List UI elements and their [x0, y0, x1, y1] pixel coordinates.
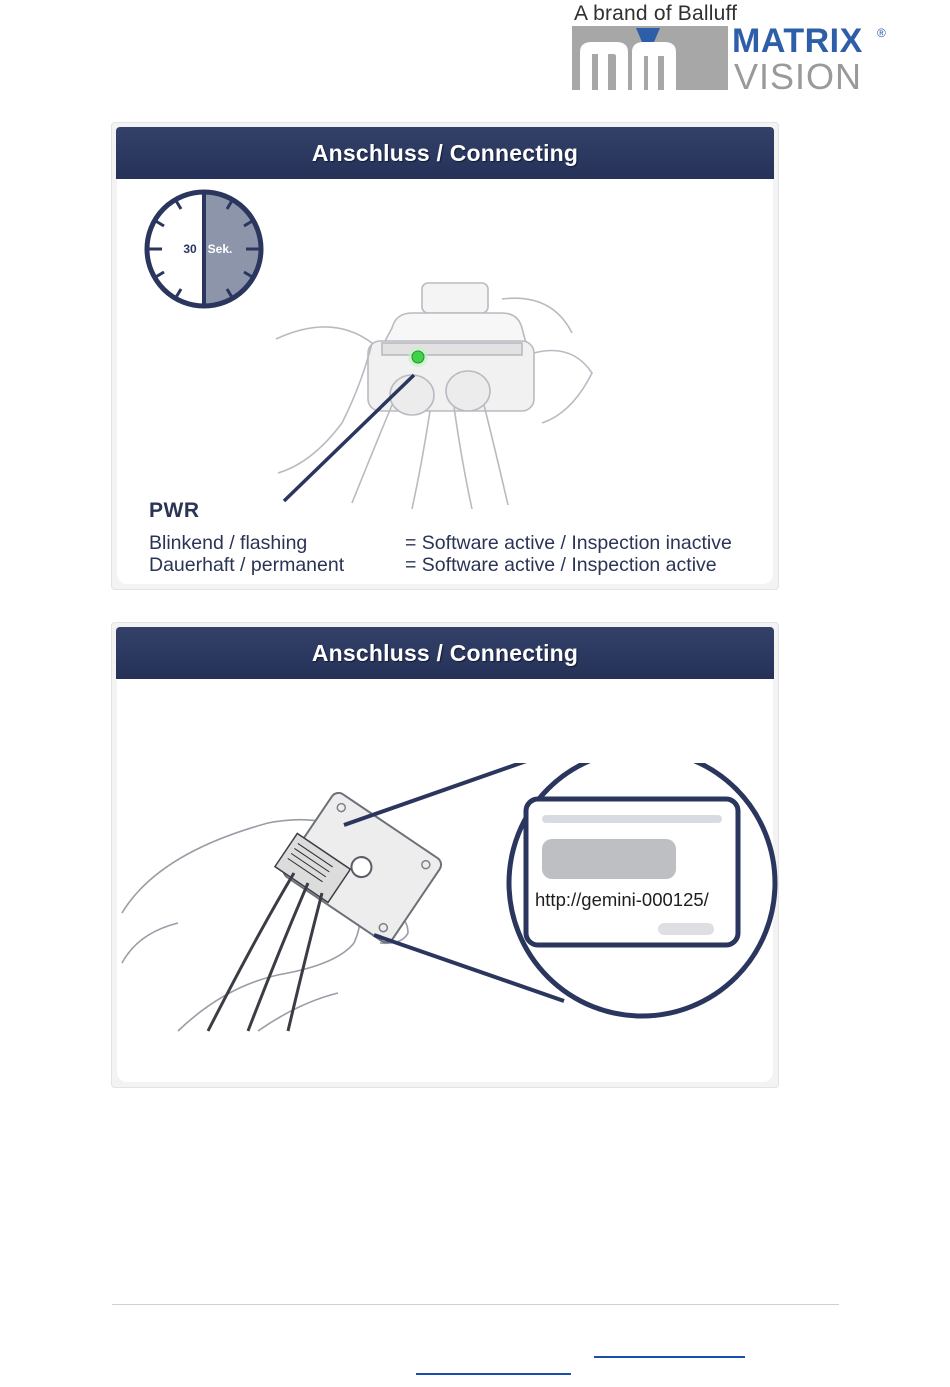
registered-mark: ® — [877, 26, 886, 40]
connecting-panel-label — [111, 622, 779, 1088]
led-state-meaning: = Software active / Inspection inactive — [405, 532, 732, 554]
device-url-text: http://gemini-000125/ — [535, 889, 709, 910]
footer-link-underline[interactable] — [416, 1373, 571, 1375]
brand-tagline: A brand of Balluff — [574, 2, 738, 25]
mv-logo-mark — [572, 26, 732, 92]
led-state-name: Dauerhaft / permanent — [149, 554, 345, 576]
pwr-led-label: PWR — [149, 499, 200, 522]
logo-word-matrix: MATRIX — [732, 22, 863, 60]
connecting-panel-led — [111, 122, 779, 590]
led-state-row — [149, 554, 769, 576]
matrix-vision-logo — [572, 2, 902, 97]
timer-unit: Sek. — [207, 242, 233, 256]
footer-link-underline[interactable] — [594, 1356, 745, 1358]
led-state-meaning: = Software active / Inspection active — [405, 554, 717, 576]
panel-header — [116, 627, 774, 679]
led-state-row — [149, 532, 769, 554]
panel-title: Anschluss / Connecting — [311, 139, 579, 166]
pwr-callout-line — [112, 123, 780, 591]
footer-divider — [112, 1304, 839, 1305]
timer-seconds: 30 — [183, 242, 197, 256]
led-state-name: Blinkend / flashing — [149, 532, 308, 554]
logo-word-vision: VISION — [734, 56, 863, 97]
panel-title: Anschluss / Connecting — [311, 639, 579, 666]
led-state-table — [149, 532, 769, 576]
